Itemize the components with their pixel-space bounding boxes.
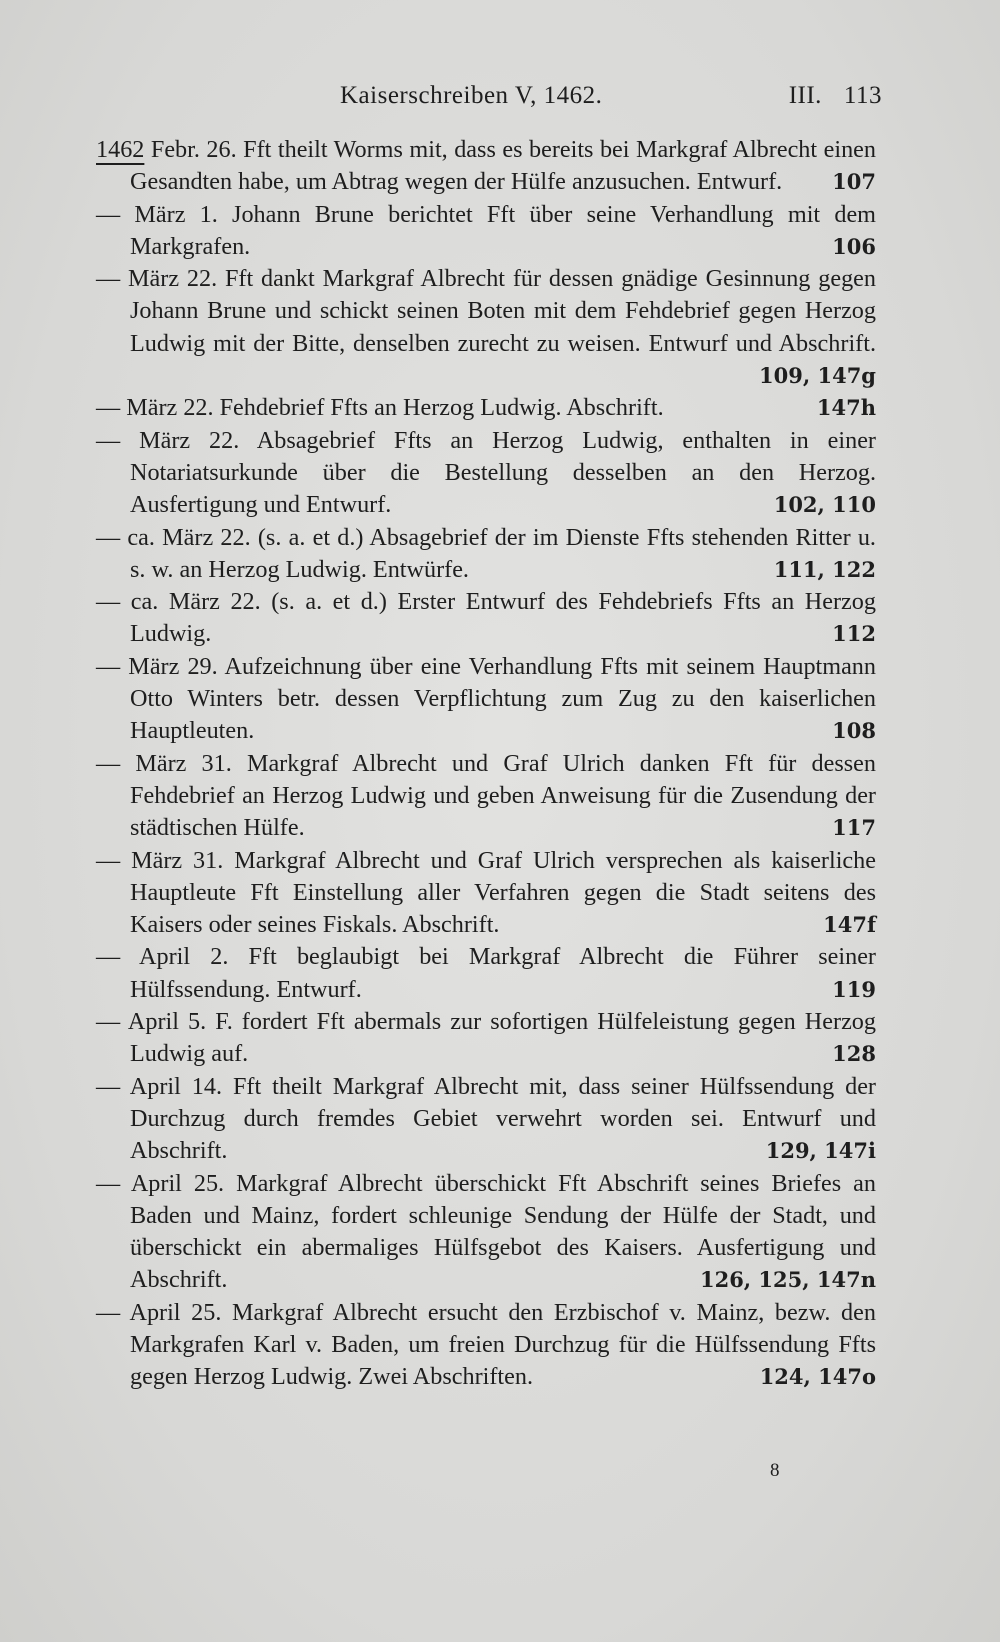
running-header bbox=[340, 82, 882, 110]
calendar-entry bbox=[96, 522, 876, 587]
calendar-entry bbox=[96, 263, 876, 392]
calendar-entry bbox=[96, 425, 876, 522]
entry-date: März 22. bbox=[120, 265, 225, 293]
calendar-entry bbox=[96, 199, 876, 264]
entry-dash: — bbox=[96, 1169, 121, 1197]
entry-document-numbers: 117 bbox=[832, 815, 876, 841]
entry-date: März 29. bbox=[120, 652, 225, 680]
entry-list bbox=[96, 134, 876, 1394]
page-number: 113 bbox=[843, 82, 882, 109]
entry-text: F. fordert Fft abermals zur sofortigen Hülfeleistung gegen Herzog Ludwig auf. bbox=[130, 1008, 876, 1068]
entry-document-numbers: 112 bbox=[832, 621, 876, 647]
entry-year: 1462 bbox=[96, 136, 145, 163]
entry-text: Fft theilt Worms mit, dass es bereits bei Markgraf Albrecht einen Gesandten habe, um Abtrag wegen der Hülfe anzusuchen. Entwurf. bbox=[130, 136, 876, 196]
calendar-entry bbox=[96, 748, 876, 845]
entry-document-numbers: 111, 122 bbox=[773, 556, 876, 582]
calendar-entry bbox=[96, 1006, 876, 1071]
calendar-entry bbox=[96, 941, 876, 1006]
entry-document-numbers: 108 bbox=[832, 718, 876, 744]
entry-text: Absagebrief Ffts an Herzog Ludwig, enthalten in einer Notariatsurkunde über die Bestellung desselben an den Herzog. Ausfertigung und Entwurf. bbox=[130, 426, 876, 519]
entry-dash: — bbox=[96, 652, 121, 680]
entry-date: März 22. bbox=[120, 394, 220, 422]
entry-document-numbers: 147f bbox=[823, 912, 876, 938]
entry-text: Fehdebrief Ffts an Herzog Ludwig. Abschrift. bbox=[219, 394, 664, 422]
entry-dash: — bbox=[96, 1072, 121, 1100]
entry-dash: — bbox=[96, 749, 121, 777]
entry-document-numbers: 119 bbox=[832, 976, 876, 1002]
entry-date: März 22. bbox=[120, 426, 257, 454]
entry-text: Fft theilt Markgraf Albrecht mit, dass seiner Hülfssendung der Durchzug durch fremdes Gebiet verwehrt worden sei. Entwurf und Abschrift. bbox=[130, 1072, 876, 1165]
header-section: III. bbox=[788, 82, 822, 109]
calendar-entry bbox=[96, 1071, 876, 1168]
calendar-entry bbox=[96, 134, 876, 199]
entry-date: ca. März 22. bbox=[120, 588, 272, 616]
entry-dash: — bbox=[96, 394, 121, 422]
entry-text: Johann Brune berichtet Fft über seine Verhandlung mit dem Markgrafen. bbox=[130, 200, 876, 260]
entry-dash: — bbox=[96, 588, 121, 616]
entry-document-numbers: 106 bbox=[832, 233, 876, 259]
entry-document-numbers: 126, 125, 147n bbox=[699, 1267, 876, 1293]
entry-dash: — bbox=[96, 426, 121, 454]
entry-text: Markgraf Albrecht und Graf Ulrich danken Fft für dessen Fehdebrief an Herzog Ludwig und geben Anweisung für die Zusendung der städtischen Hülfe. bbox=[130, 749, 876, 842]
entry-dash: — bbox=[96, 265, 121, 293]
entry-text: Fft dankt Markgraf Albrecht für dessen gnädige Gesinnung gegen Johann Brune und schickt seinen Boten mit dem Fehdebrief gegen Herzog Ludwig mit der Bitte, denselben zurecht zu weisen. Entwurf und Abschrift. bbox=[130, 265, 876, 357]
entry-document-numbers: 129, 147i bbox=[765, 1138, 876, 1164]
entry-dash: — bbox=[96, 523, 121, 551]
signature-mark: 8 bbox=[770, 1460, 780, 1481]
header-title: Kaiserschreiben V, 1462. bbox=[340, 82, 603, 109]
calendar-entry bbox=[96, 586, 876, 651]
entry-dash: — bbox=[96, 943, 121, 971]
entry-text: Aufzeichnung über eine Verhandlung Ffts mit seinem Hauptmann Otto Winters betr. dessen Verpflichtung zum Zug zu den kaiserlichen Hauptleuten. bbox=[130, 652, 876, 745]
entry-date: April 2. bbox=[120, 943, 249, 971]
calendar-entry bbox=[96, 1168, 876, 1297]
calendar-entry bbox=[96, 651, 876, 748]
entry-document-numbers: 124, 147o bbox=[759, 1364, 876, 1390]
entry-date: Febr. 26. bbox=[144, 136, 244, 163]
entry-text: Markgraf Albrecht ersucht den Erzbischof v. Mainz, bezw. den Markgrafen Karl v. Baden, um freien Durchzug für die Hülfssendung Ffts gegen Herzog Ludwig. Zwei Abschriften. bbox=[130, 1298, 876, 1391]
calendar-entry bbox=[96, 1297, 876, 1394]
entry-dash: — bbox=[96, 200, 121, 228]
entry-date: März 1. bbox=[120, 200, 233, 228]
entry-date: April 25. bbox=[120, 1169, 237, 1197]
entry-dash: — bbox=[96, 1298, 121, 1326]
entry-document-numbers: 109, 147g bbox=[759, 363, 876, 389]
entry-text: Markgraf Albrecht und Graf Ulrich versprechen als kaiserliche Hauptleute Fft Einstellung aller Verfahren gegen die Stadt seitens des Kaisers oder seines Fiskals. Abschrift. bbox=[130, 846, 876, 939]
entry-date: ca. März 22. bbox=[120, 523, 258, 551]
calendar-entry bbox=[96, 845, 876, 942]
entry-document-numbers: 102, 110 bbox=[773, 492, 876, 518]
header-folio bbox=[767, 82, 882, 110]
entry-document-numbers: 147h bbox=[816, 395, 876, 421]
entry-text: (s. a. et d.) Absagebrief der im Dienste Ffts stehenden Ritter u. s. w. an Herzog Ludwig. Entwürfe. bbox=[130, 523, 876, 583]
entry-date: April 5. bbox=[120, 1008, 216, 1036]
entry-date: April 25. bbox=[120, 1298, 233, 1326]
entry-document-numbers: 128 bbox=[832, 1041, 876, 1067]
entry-date: März 31. bbox=[120, 749, 247, 777]
entry-date: April 14. bbox=[120, 1072, 233, 1100]
entry-date: März 31. bbox=[120, 846, 235, 874]
entry-text: Fft beglaubigt bei Markgraf Albrecht die Führer seiner Hülfssendung. Entwurf. bbox=[130, 943, 876, 1003]
entry-text: Markgraf Albrecht überschickt Fft Abschrift seines Briefes an Baden und Mainz, fordert schleunige Sendung der Hülfe der Stadt, und überschickt ein abermaliges Hülfsgebot des Kaisers. Ausfertigung und Abschrift. bbox=[130, 1169, 876, 1294]
calendar-entry bbox=[96, 392, 876, 424]
entry-text: (s. a. et d.) Erster Entwurf des Fehdebriefs Ffts an Herzog Ludwig. bbox=[130, 588, 876, 648]
entry-document-numbers: 107 bbox=[832, 169, 876, 195]
entry-dash: — bbox=[96, 1008, 121, 1036]
entry-dash: — bbox=[96, 846, 121, 874]
